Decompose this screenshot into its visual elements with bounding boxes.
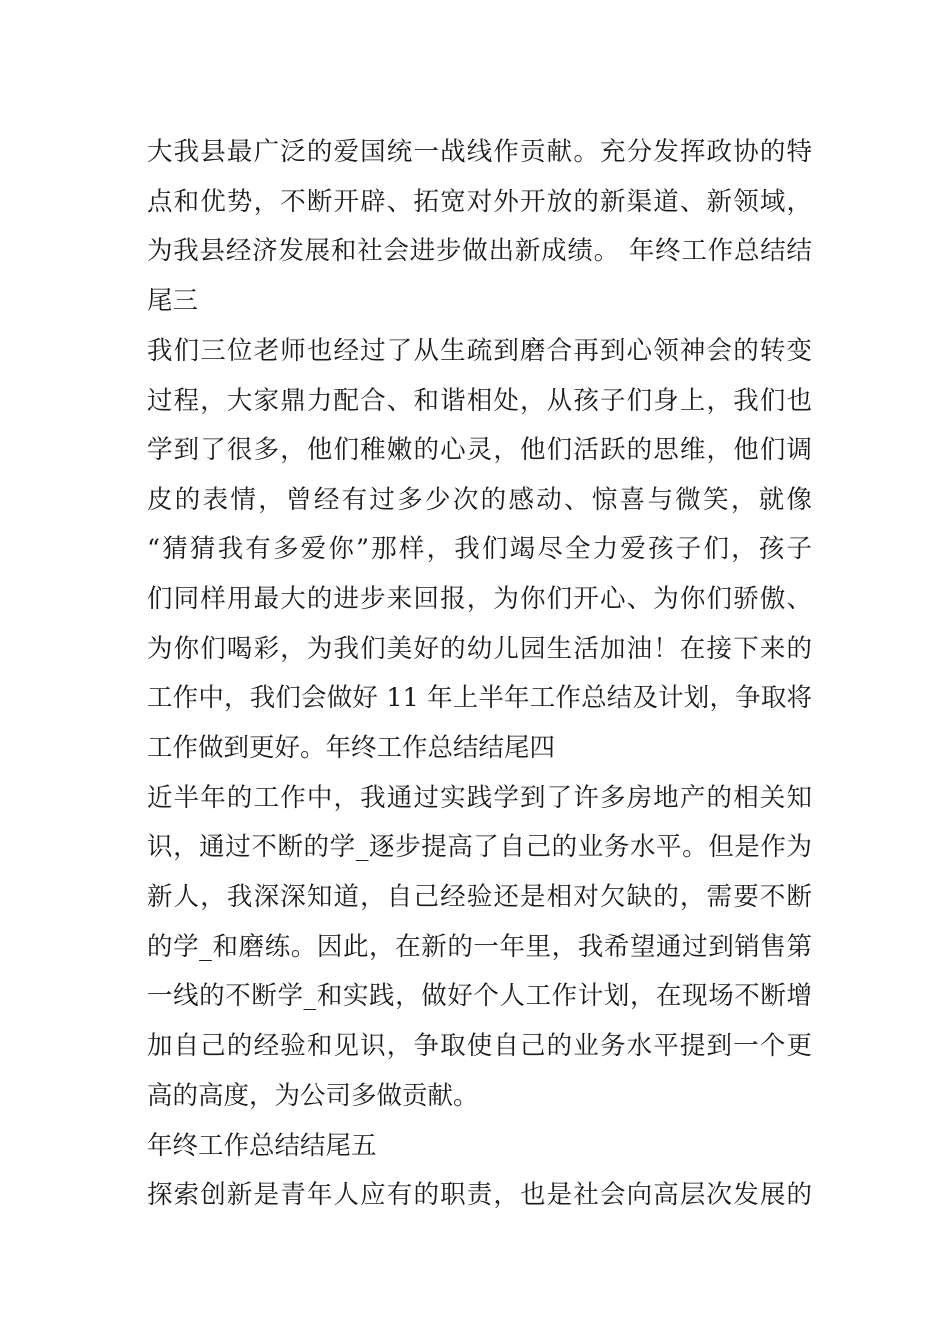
text-line-13: 工作做到更好。年终工作总结结尾四 xyxy=(147,733,556,763)
text-line-16: 新人，我深深知道，自己经验还是相对欠缺的，需要不断 xyxy=(147,882,812,912)
text-line-15: 识，通过不断的学_逐步提高了自己的业务水平。但是作为 xyxy=(147,832,812,862)
text-line-2: 点和优势，不断开辟、拓宽对外开放的新渠道、新领域， xyxy=(147,187,812,217)
text-line-6: 过程，大家鼎力配合、和谐相处，从孩子们身上，我们也 xyxy=(147,386,812,416)
text-line-11: 为你们喝彩，为我们美好的幼儿园生活加油！在接下来的 xyxy=(147,634,812,664)
text-line-3: 为我县经济发展和社会进步做出新成绩。 年终工作总结结 xyxy=(147,236,812,266)
text-line-7: 学到了很多，他们稚嫩的心灵，他们活跃的思维，他们调 xyxy=(147,435,812,465)
text-line-9: “猜猜我有多爱你”那样，我们竭尽全力爱孩子们，孩子 xyxy=(147,534,812,564)
text-line-12: 工作中，我们会做好 11 年上半年工作总结及计划，争取将 xyxy=(147,683,812,713)
text-line-17: 的学_和磨练。因此，在新的一年里，我希望通过到销售第 xyxy=(147,932,812,962)
text-line-8: 皮的表情，曾经有过多少次的感动、惊喜与微笑，就像 xyxy=(147,485,812,515)
text-line-22: 探索创新是青年人应有的职责，也是社会向高层次发展的 xyxy=(147,1180,812,1210)
text-line-14: 近半年的工作中，我通过实践学到了许多房地产的相关知 xyxy=(147,783,812,813)
text-line-21: 年终工作总结结尾五 xyxy=(147,1131,377,1161)
text-line-18: 一线的不断学_和实践，做好个人工作计划，在现场不断增 xyxy=(147,981,812,1011)
text-line-1: 大我县最广泛的爱国统一战线作贡献。充分发挥政协的特 xyxy=(147,137,812,167)
text-line-5: 我们三位老师也经过了从生疏到磨合再到心领神会的转变 xyxy=(147,336,812,366)
text-line-4: 尾三 xyxy=(147,286,199,316)
text-line-10: 们同样用最大的进步来回报，为你们开心、为你们骄傲、 xyxy=(147,584,812,614)
text-line-20: 高的高度，为公司多做贡献。 xyxy=(147,1081,479,1111)
text-line-19: 加自己的经验和见识，争取使自己的业务水平提到一个更 xyxy=(147,1031,812,1061)
